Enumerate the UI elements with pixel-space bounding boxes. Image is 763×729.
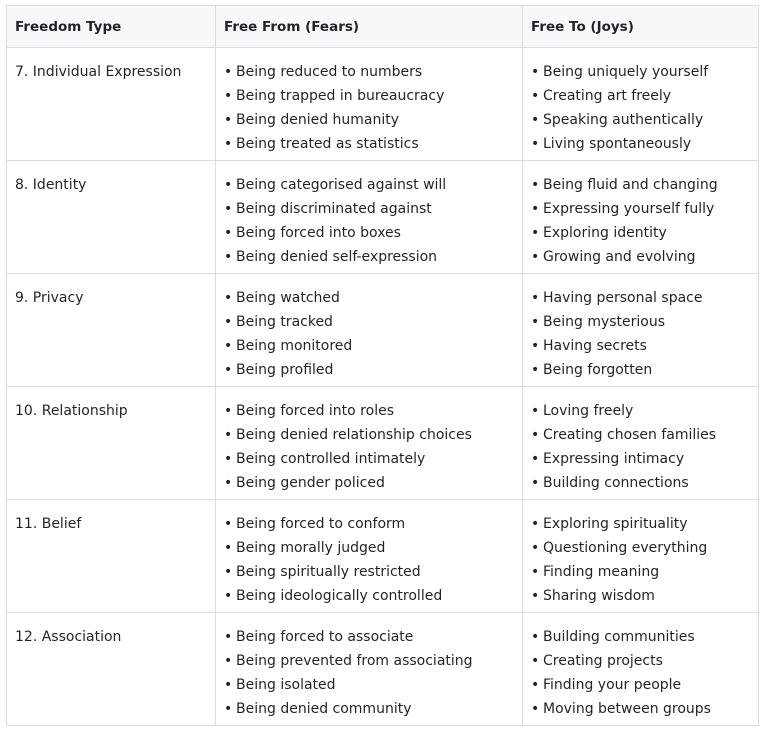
bullet-icon: • [224,249,233,265]
list-item [531,245,750,269]
list-item-text: Being reduced to numbers [236,64,423,80]
list-item-text: Being treated as statistics [236,136,419,152]
list-item-text: Being denied humanity [236,112,400,128]
bullet-icon: • [531,225,540,241]
list-item-text: Being isolated [236,677,336,693]
bullet-icon: • [531,475,540,491]
list-item [531,334,750,358]
bullet-icon: • [224,403,233,419]
list-item [224,423,514,447]
list-item-text: Being forced into roles [236,403,394,419]
list-item-text: Having personal space [543,290,703,306]
list-item [531,560,750,584]
bullet-icon: • [531,362,540,378]
list-item-text: Being uniquely yourself [543,64,709,80]
list-item [224,536,514,560]
list-item [224,334,514,358]
free-to-cell [523,274,759,387]
freedom-type-label: 10. Relationship [15,403,128,419]
list-item-text: Exploring identity [543,225,667,241]
bullet-icon: • [531,290,540,306]
list-item [531,221,750,245]
bullet-icon: • [224,314,233,330]
bullet-icon: • [531,112,540,128]
list-item [531,697,750,721]
list-item [224,84,514,108]
list-item-text: Finding your people [543,677,682,693]
list-item [224,471,514,495]
bullet-icon: • [224,201,233,217]
list-item [531,447,750,471]
bullet-icon: • [224,362,233,378]
list-item-text: Being gender policed [236,475,385,491]
bullet-icon: • [224,564,233,580]
list-item-text: Being prevented from associating [236,653,473,669]
list-item [224,245,514,269]
list-item [224,286,514,310]
fears-list [224,286,514,382]
table-row [7,48,759,161]
bullet-icon: • [531,136,540,152]
joys-list [531,286,750,382]
list-item [531,60,750,84]
table-row [7,613,759,726]
freedom-type-cell [7,274,216,387]
bullet-icon: • [531,427,540,443]
bullet-icon: • [531,653,540,669]
list-item [531,536,750,560]
free-to-cell [523,500,759,613]
table-body [7,48,759,726]
freedom-type-label: 8. Identity [15,177,87,193]
free-from-cell [216,161,523,274]
free-from-cell [216,613,523,726]
list-item-text: Creating art freely [543,88,672,104]
list-item-text: Creating projects [543,653,663,669]
list-item-text: Being tracked [236,314,333,330]
list-item [531,286,750,310]
joys-list [531,625,750,721]
list-item-text: Sharing wisdom [543,588,655,604]
list-item-text: Speaking authentically [543,112,704,128]
list-item-text: Being forced to associate [236,629,414,645]
freedom-type-label: 9. Privacy [15,290,84,306]
free-from-cell [216,48,523,161]
list-item [224,512,514,536]
header-free-to: Free To (Joys) [523,6,759,48]
list-item [531,132,750,156]
fears-list [224,512,514,608]
bullet-icon: • [531,403,540,419]
bullet-icon: • [531,338,540,354]
list-item-text: Building connections [543,475,689,491]
list-item-text: Being forced into boxes [236,225,401,241]
list-item-text: Being forgotten [543,362,653,378]
bullet-icon: • [531,249,540,265]
list-item [531,399,750,423]
bullet-icon: • [531,64,540,80]
list-item [224,132,514,156]
list-item-text: Expressing yourself fully [543,201,715,217]
list-item [224,447,514,471]
list-item [224,697,514,721]
list-item [224,399,514,423]
table-row [7,161,759,274]
list-item [224,584,514,608]
bullet-icon: • [224,427,233,443]
list-item [224,673,514,697]
list-item [531,173,750,197]
freedom-table-container [6,5,759,726]
bullet-icon: • [531,451,540,467]
header-freedom-type: Freedom Type [7,6,216,48]
list-item-text: Being profiled [236,362,334,378]
list-item [531,584,750,608]
list-item-text: Being denied relationship choices [236,427,472,443]
list-item [531,673,750,697]
bullet-icon: • [224,225,233,241]
list-item-text: Questioning everything [543,540,708,556]
bullet-icon: • [224,540,233,556]
freedom-type-label: 7. Individual Expression [15,64,182,80]
list-item-text: Finding meaning [543,564,660,580]
list-item [531,423,750,447]
bullet-icon: • [224,629,233,645]
list-item [224,358,514,382]
free-from-cell [216,500,523,613]
free-to-cell [523,613,759,726]
bullet-icon: • [531,88,540,104]
list-item-text: Loving freely [543,403,634,419]
bullet-icon: • [531,201,540,217]
list-item-text: Being ideologically controlled [236,588,443,604]
list-item-text: Being denied self-expression [236,249,438,265]
bullet-icon: • [531,540,540,556]
list-item-text: Exploring spirituality [543,516,688,532]
list-item-text: Being morally judged [236,540,386,556]
freedom-type-label: 12. Association [15,629,122,645]
free-from-cell [216,387,523,500]
bullet-icon: • [224,64,233,80]
joys-list [531,173,750,269]
free-from-cell [216,274,523,387]
fears-list [224,625,514,721]
bullet-icon: • [224,677,233,693]
list-item-text: Being categorised against will [236,177,447,193]
list-item [531,471,750,495]
freedom-type-cell [7,387,216,500]
free-to-cell [523,161,759,274]
list-item-text: Expressing intimacy [543,451,685,467]
table-row [7,387,759,500]
list-item-text: Having secrets [543,338,647,354]
bullet-icon: • [224,136,233,152]
bullet-icon: • [224,290,233,306]
list-item-text: Being mysterious [543,314,666,330]
bullet-icon: • [224,451,233,467]
list-item [224,197,514,221]
bullet-icon: • [224,701,233,717]
bullet-icon: • [224,112,233,128]
bullet-icon: • [531,314,540,330]
joys-list [531,399,750,495]
list-item [224,108,514,132]
list-item-text: Being fluid and changing [543,177,718,193]
list-item-text: Being discriminated against [236,201,432,217]
freedom-type-cell [7,500,216,613]
freedom-type-cell [7,48,216,161]
bullet-icon: • [531,629,540,645]
header-free-from: Free From (Fears) [216,6,523,48]
fears-list [224,173,514,269]
freedom-type-cell [7,613,216,726]
list-item-text: Being controlled intimately [236,451,426,467]
list-item [224,649,514,673]
joys-list [531,60,750,156]
list-item [531,197,750,221]
table-row [7,274,759,387]
list-item-text: Being trapped in bureaucracy [236,88,445,104]
list-item-text: Growing and evolving [543,249,696,265]
list-item [531,512,750,536]
table-header-row [7,6,759,48]
fears-list [224,399,514,495]
list-item [224,560,514,584]
list-item-text: Being spiritually restricted [236,564,421,580]
bullet-icon: • [224,588,233,604]
bullet-icon: • [224,475,233,491]
bullet-icon: • [531,701,540,717]
list-item [531,310,750,334]
list-item [531,108,750,132]
list-item [224,625,514,649]
list-item-text: Creating chosen families [543,427,717,443]
list-item-text: Living spontaneously [543,136,692,152]
list-item-text: Being denied community [236,701,412,717]
list-item-text: Being monitored [236,338,353,354]
bullet-icon: • [224,653,233,669]
free-to-cell [523,48,759,161]
bullet-icon: • [224,338,233,354]
list-item-text: Being forced to conform [236,516,406,532]
bullet-icon: • [531,677,540,693]
fears-list [224,60,514,156]
bullet-icon: • [224,88,233,104]
freedom-type-label: 11. Belief [15,516,82,532]
list-item [531,625,750,649]
list-item [224,310,514,334]
free-to-cell [523,387,759,500]
list-item-text: Building communities [543,629,695,645]
bullet-icon: • [531,177,540,193]
list-item-text: Moving between groups [543,701,711,717]
bullet-icon: • [531,564,540,580]
freedom-table [6,5,759,726]
bullet-icon: • [224,516,233,532]
list-item [224,60,514,84]
bullet-icon: • [224,177,233,193]
list-item [531,649,750,673]
list-item [531,358,750,382]
list-item [224,173,514,197]
joys-list [531,512,750,608]
freedom-type-cell [7,161,216,274]
list-item [224,221,514,245]
table-row [7,500,759,613]
list-item-text: Being watched [236,290,340,306]
bullet-icon: • [531,588,540,604]
bullet-icon: • [531,516,540,532]
list-item [531,84,750,108]
